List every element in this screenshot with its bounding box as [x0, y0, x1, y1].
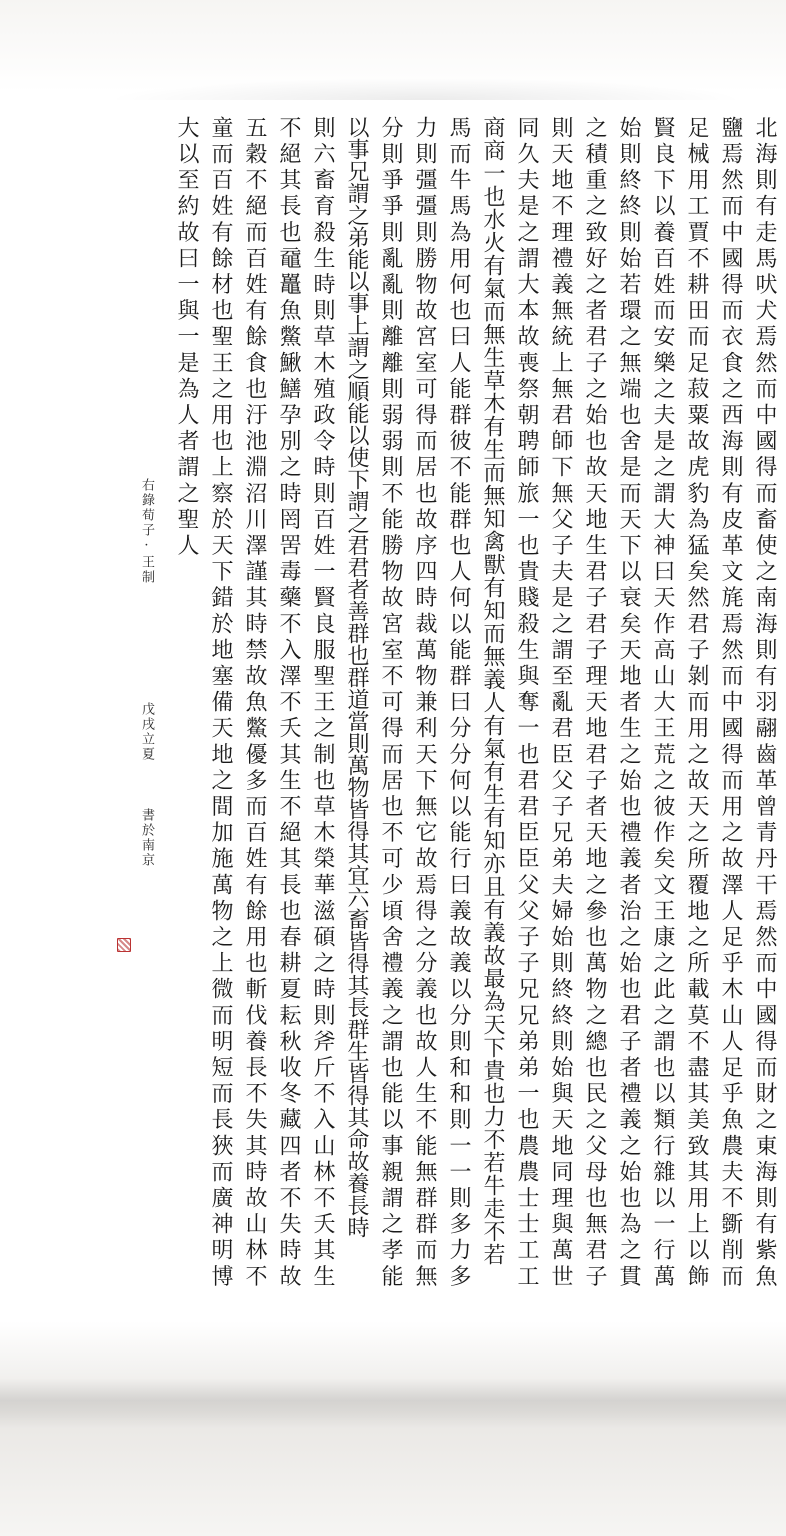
scroll-top-shadow [105, 78, 746, 100]
text-column-14: 則六畜育殺生時則草木殖政令時則百姓一賢良服聖王之制也草木榮華滋碩之時則斧斤不入山林不夭其生 [310, 116, 335, 1291]
text-column-11: 力則彊彊則勝物故宮室可得而居也故序四時裁萬物兼利天下無它故焉得之分義也故人生不能無群群而無 [412, 116, 437, 1291]
red-seal-stamp [117, 938, 131, 952]
text-column-12: 分則爭爭則亂亂則離離則弱弱則不能勝物故宮室不可得而居也不可少頃舍禮義之謂也能以事親謂之孝能 [378, 116, 403, 1291]
text-column-1: 北海則有走馬吠犬焉然而中國得而畜使之南海則有羽翮齒革曾青丹干焉然而中國得而財之東海則有紫魚 [752, 116, 777, 1291]
inscription-attribution: 右錄荀子·王制 [139, 478, 154, 585]
text-column-10: 馬而牛馬為用何也曰人能群彼不能群也人何以能群曰分分何以能行曰義故義以分則和和則一一則多力多 [446, 116, 471, 1291]
text-column-6: 之積重之致好之者君子之始也故天地生君子君子理天地君子者天地之參也萬物之總也民之父母也無君子 [582, 116, 607, 1291]
inscription-date: 戊戌立夏 [139, 702, 154, 762]
text-column-15: 不絕其長也黿鼉魚鱉鰍鱔孕別之時罔罟毒藥不入澤不夭其生不絕其長也春耕夏耘秋收冬藏四者不失時故 [276, 116, 301, 1291]
text-column-3: 足械用工賈不耕田而足菽粟故虎豹為猛矣然君子剝而用之故天之所覆地之所載莫不盡其美致其用上以飾 [684, 116, 709, 1291]
text-column-7: 則天地不理禮義無統上無君師下無父子夫是之謂至亂君臣父子兄弟夫婦始則終終則始與天地同理與萬世 [548, 116, 573, 1291]
text-column-4: 賢良下以養百姓而安樂之夫是之謂大神曰天作高山大王荒之彼作矣文王康之此之謂也以類行雜以一行萬 [650, 116, 675, 1291]
text-column-16: 五穀不絕而百姓有餘食也汙池淵沼川澤謹其時禁故魚鱉優多而百姓有餘用也斬伐養長不失其時故山林不 [242, 116, 267, 1291]
text-column-18: 大以至約故曰一與一是為人者謂之聖人 [174, 116, 199, 560]
text-column-9: 商商一也水火有氣而無生草木有生而無知禽獸有知而無義人有氣有生有知亦且有義故最為天下貴也力不若牛走不若 [480, 116, 505, 1266]
text-column-13: 以事兄謂之弟能以事上謂之順能以使下謂之君君者善群也群道當則萬物皆得其宜六畜皆得其長群生皆得其命故養長時 [344, 116, 369, 1238]
text-column-8: 同久夫是之謂大本故喪祭朝聘師旅一也貴賤殺生與奪一也君君臣臣父父子子兄兄弟弟一也農農士士工工 [514, 116, 539, 1291]
text-column-2: 鹽焉然而中國得而衣食之西海則有皮革文旄焉然而中國得而用之故澤人足乎木山人足乎魚農夫不斵削而 [718, 116, 743, 1291]
scroll-fold-shadow [0, 1378, 786, 1428]
inscription-signature: 書於南京 [139, 808, 154, 868]
text-column-5: 始則終終則始若環之無端也舍是而天下以衰矣天地者生之始也禮義者治之始也君子者禮義之始也為之貫 [616, 116, 641, 1291]
text-column-17: 童而百姓有餘材也聖王之用也上察於天下錯於地塞備天地之間加施萬物之上微而明短而長狹而廣神明博 [208, 116, 233, 1291]
